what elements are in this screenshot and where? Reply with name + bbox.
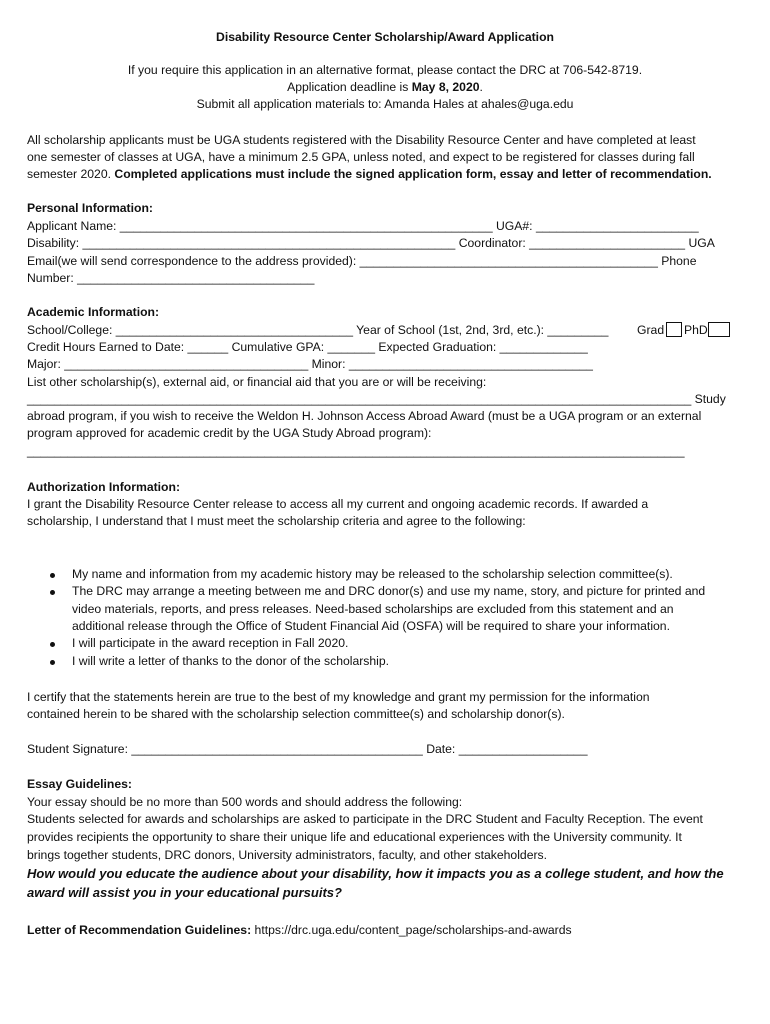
bullet-marker	[50, 590, 55, 595]
submit-instructions: Submit all application materials to: Amanda Hales at ahales@uga.edu	[196, 97, 574, 111]
page-title: Disability Resource Center Scholarship/Award Application	[216, 30, 554, 44]
bullet-item-2-cont-1: video materials, reports, and press releases. Need-based scholarships are excluded from this statement and an	[72, 602, 674, 616]
grad-checkbox[interactable]	[666, 322, 682, 337]
signature-date-field[interactable]: Student Signature: ___________________________________________ Date: ___________________	[27, 742, 588, 756]
intro-line-3	[27, 166, 712, 183]
intro-line-3-plain: semester 2020.	[27, 167, 115, 181]
major-minor-field[interactable]: Major: ____________________________________ Minor: ____________________________________	[27, 357, 593, 371]
alt-format-notice: If you require this application in an alternative format, please contact the DRC at 706-542-8719.	[127, 63, 643, 77]
essay-heading: Essay Guidelines:	[27, 777, 132, 791]
other-aid-field[interactable]: __________________________________________________________________________________________________ Study	[27, 392, 726, 406]
bullet-marker	[50, 642, 55, 647]
deadline-suffix: .	[479, 80, 483, 94]
personal-info-heading: Personal Information:	[27, 201, 153, 215]
deadline-line	[0, 79, 770, 96]
letter-guidelines-link[interactable]: https://drc.uga.edu/content_page/scholarships-and-awards	[251, 923, 572, 937]
intro-requirements: Completed applications must include the signed application form, essay and letter of recommendation.	[114, 167, 712, 181]
essay-line-2: Students selected for awards and scholarships are asked to participate in the DRC Student and Faculty Reception. The event	[27, 812, 703, 826]
letter-line	[27, 922, 572, 939]
study-abroad-field[interactable]: _________________________________________________________________________________________________	[27, 444, 685, 458]
bullet-marker	[50, 573, 55, 578]
authorization-line-1: I grant the Disability Resource Center release to access all my current and ongoing academic records. If awarded a	[27, 497, 649, 511]
disability-field[interactable]: Disability: _______________________________________________________ Coordinator: _______________________ UGA	[27, 236, 715, 250]
essay-question-2: award will assist you in your educational pursuits?	[27, 885, 342, 900]
phd-checkbox[interactable]	[708, 322, 730, 337]
intro-line-2: one semester of classes at UGA, have a minimum 2.5 GPA, unless noted, and expect to be registered for classes during fall	[27, 150, 695, 164]
bullet-item-4: I will write a letter of thanks to the donor of the scholarship.	[72, 654, 390, 668]
bullet-item-1: My name and information from my academic history may be released to the scholarship selection committee(s).	[72, 567, 673, 581]
essay-line-3: provides recipients the opportunity to share their unique life and educational experiences with the University community. It	[27, 830, 682, 844]
study-abroad-prompt-2: program approved for academic credit by the UGA Study Abroad program):	[27, 426, 432, 440]
authorization-line-2: scholarship, I understand that I must meet the scholarship criteria and agree to the following:	[27, 514, 526, 528]
bullet-marker	[50, 660, 55, 665]
phd-label: PhD	[684, 323, 708, 337]
essay-line-1: Your essay should be no more than 500 words and should address the following:	[27, 795, 463, 809]
certify-line-2: contained herein to be shared with the scholarship selection committee(s) and scholarship donor(s).	[27, 707, 565, 721]
grad-label: Grad	[637, 323, 665, 337]
deadline-prefix: Application deadline is	[287, 80, 412, 94]
essay-line-4: brings together students, DRC donors, University administrators, faculty, and other stakeholders.	[27, 848, 548, 862]
intro-line-1: All scholarship applicants must be UGA students registered with the Disability Resource Center and have completed at least	[27, 133, 696, 147]
bullet-item-3: I will participate in the award reception in Fall 2020.	[72, 636, 349, 650]
authorization-heading: Authorization Information:	[27, 480, 180, 494]
certify-line-1: I certify that the statements herein are true to the best of my knowledge and grant my permission for the information	[27, 690, 650, 704]
email-field[interactable]: Email(we will send correspondence to the address provided): ____________________________________________ Phone	[27, 254, 697, 268]
credit-hours-field[interactable]: Credit Hours Earned to Date: ______ Cumulative GPA: _______ Expected Graduation: _____________	[27, 340, 588, 354]
essay-question-1: How would you educate the audience about your disability, how it impacts you as a college student, and how the	[27, 866, 724, 881]
study-abroad-prompt-1: abroad program, if you wish to receive the Weldon H. Johnson Access Abroad Award (must be a UGA program or an external	[27, 409, 702, 423]
applicant-name-field[interactable]: Applicant Name: _______________________________________________________ UGA#: ________________________	[27, 219, 699, 233]
letter-label: Letter of Recommendation Guidelines:	[27, 923, 252, 937]
school-college-field[interactable]: School/College: ___________________________________ Year of School (1st, 2nd, 3rd, etc.): _________	[27, 323, 609, 337]
deadline-date: May 8, 2020	[411, 80, 480, 94]
bullet-item-2-cont-2: additional release through the Office of Student Financial Aid (OSFA) will be required to share your information.	[72, 619, 670, 633]
bullet-item-2: The DRC may arrange a meeting between me and DRC donor(s) and use my name, story, and picture for printed and	[72, 584, 706, 598]
other-aid-prompt: List other scholarship(s), external aid, or financial aid that you are or will be receiving:	[27, 375, 487, 389]
academic-info-heading: Academic Information:	[27, 305, 160, 319]
phone-number-field[interactable]: Number: ___________________________________	[27, 271, 315, 285]
